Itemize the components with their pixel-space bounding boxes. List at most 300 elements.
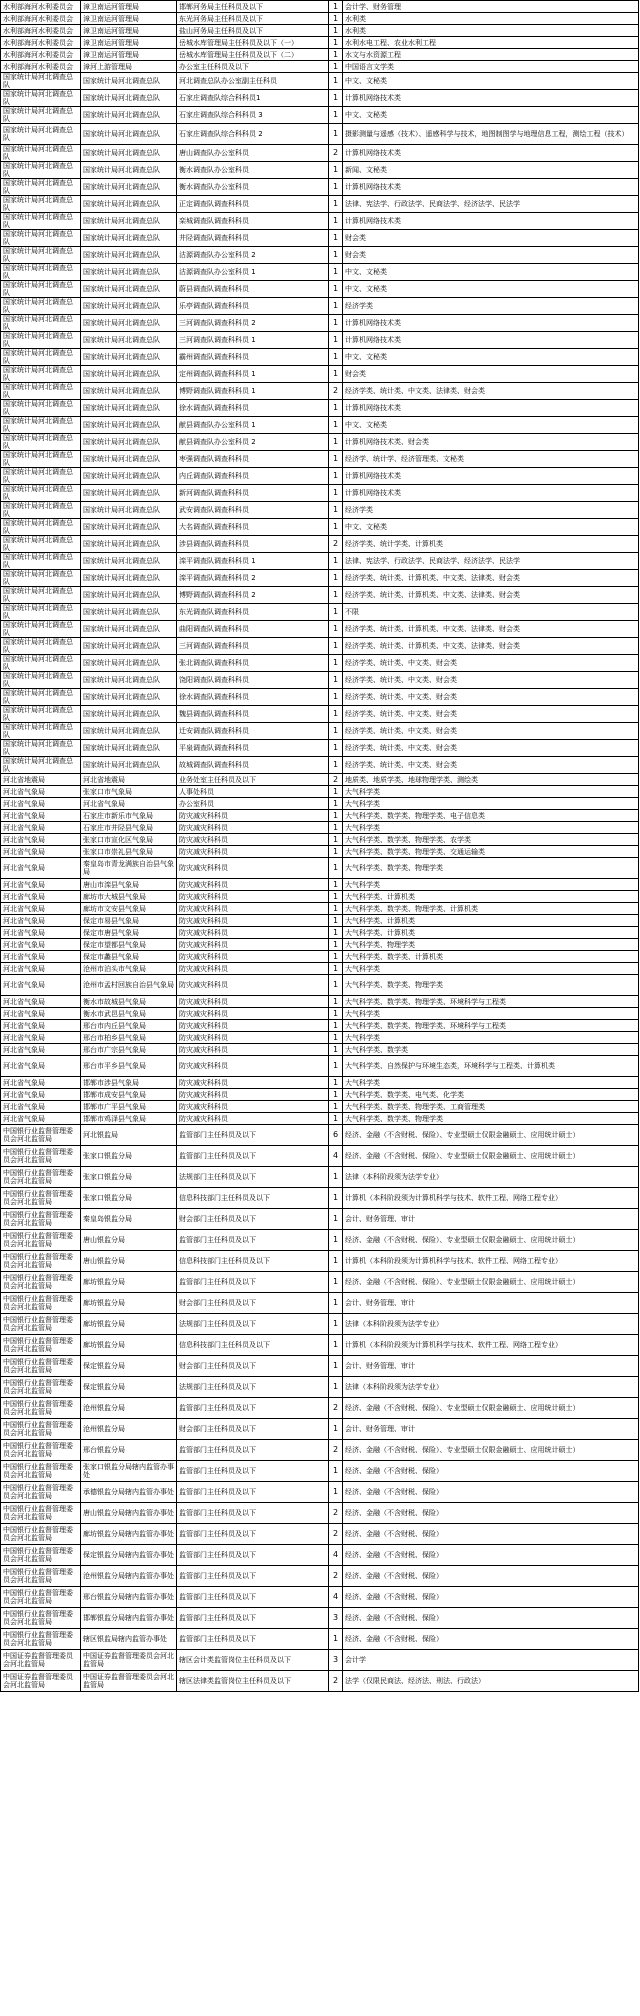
count-cell: 2 <box>329 536 343 553</box>
count-cell: 1 <box>329 1461 343 1482</box>
dept-cell: 中国银行业监督管理委员会河北监管局 <box>1 1377 81 1398</box>
major-cell: 大气科学类 <box>343 798 639 810</box>
position-cell: 岳城水库管理局主任科员及以下（二） <box>177 49 329 61</box>
count-cell: 1 <box>329 247 343 264</box>
unit-cell: 张家口银监分局 <box>81 1167 177 1188</box>
position-cell: 法规部门主任科员及以下 <box>177 1314 329 1335</box>
dept-cell: 国家统计局河北调查总队 <box>1 349 81 366</box>
major-cell: 计算机网络技术类 <box>343 400 639 417</box>
major-cell: 大气科学类 <box>343 879 639 891</box>
unit-cell: 保定银监分局 <box>81 1356 177 1377</box>
unit-cell: 河北省地震局 <box>81 774 177 786</box>
table-row <box>1 434 639 451</box>
major-cell: 经济学类、统计类、计算机类、中文类、法律类、财会类 <box>343 638 639 655</box>
table-row <box>1 1314 639 1335</box>
position-cell: 迁安调查队调查科科员 <box>177 723 329 740</box>
major-cell: 经济、金融（不含财税、保险） <box>343 1524 639 1545</box>
table-row <box>1 975 639 996</box>
dept-cell: 中国银行业监督管理委员会河北监管局 <box>1 1230 81 1251</box>
position-cell: 信息科技部门主任科员及以下 <box>177 1335 329 1356</box>
count-cell: 1 <box>329 1629 343 1650</box>
count-cell: 2 <box>329 383 343 400</box>
unit-cell: 国家统计局河北调查总队 <box>81 332 177 349</box>
position-cell: 办公室主任科员及以下 <box>177 61 329 73</box>
count-cell: 1 <box>329 951 343 963</box>
major-cell: 计算机网络技术类 <box>343 485 639 502</box>
unit-cell: 漳卫南运河管理局 <box>81 25 177 37</box>
table-row <box>1 1482 639 1503</box>
count-cell: 1 <box>329 162 343 179</box>
table-row <box>1 638 639 655</box>
position-cell: 防灾减灾科科员 <box>177 891 329 903</box>
unit-cell: 国家统计局河北调查总队 <box>81 536 177 553</box>
major-cell: 经济、金融（不含财税、保险）、专业型硕士仅限金融硕士、应用统计硕士） <box>343 1398 639 1419</box>
dept-cell: 国家统计局河北调查总队 <box>1 553 81 570</box>
position-cell: 监管部门主任科员及以下 <box>177 1440 329 1461</box>
count-cell: 4 <box>329 1545 343 1566</box>
table-row <box>1 1650 639 1671</box>
count-cell: 2 <box>329 1524 343 1545</box>
unit-cell: 国家统计局河北调查总队 <box>81 298 177 315</box>
major-cell: 中国语言文学类 <box>343 61 639 73</box>
table-row <box>1 1398 639 1419</box>
count-cell: 1 <box>329 1032 343 1044</box>
unit-cell: 国家统计局河北调查总队 <box>81 107 177 124</box>
position-cell: 监管部门主任科员及以下 <box>177 1503 329 1524</box>
count-cell: 1 <box>329 570 343 587</box>
major-cell: 经济、金融（不含财税、保险） <box>343 1587 639 1608</box>
position-cell: 井陉调查队调查科科员 <box>177 230 329 247</box>
position-cell: 故城调查队调查科科员 <box>177 757 329 774</box>
table-row <box>1 1440 639 1461</box>
dept-cell: 国家统计局河北调查总队 <box>1 451 81 468</box>
major-cell: 经济、金融（不含财税、保险）、专业型硕士仅限金融硕士、应用统计硕士） <box>343 1146 639 1167</box>
major-cell: 经济学类、统计类、计算机类、中文类、法律类、财会类 <box>343 621 639 638</box>
count-cell: 2 <box>329 1671 343 1692</box>
major-cell: 计算机（本科阶段须为计算机科学与技术、软件工程、网络工程专业） <box>343 1188 639 1209</box>
position-cell: 监管部门主任科员及以下 <box>177 1545 329 1566</box>
count-cell: 1 <box>329 963 343 975</box>
unit-cell: 廊坊市文安县气象局 <box>81 903 177 915</box>
count-cell: 1 <box>329 124 343 145</box>
position-cell: 辖区法律类监管岗位主任科员及以下 <box>177 1671 329 1692</box>
count-cell: 1 <box>329 349 343 366</box>
unit-cell: 邢台市柏乡县气象局 <box>81 1032 177 1044</box>
position-cell: 饶阳调查队调查科科员 <box>177 672 329 689</box>
count-cell: 1 <box>329 1356 343 1377</box>
unit-cell: 国家统计局河北调查总队 <box>81 587 177 604</box>
count-cell: 1 <box>329 553 343 570</box>
position-cell: 防灾减灾科科员 <box>177 996 329 1008</box>
table-row <box>1 230 639 247</box>
count-cell: 1 <box>329 366 343 383</box>
count-cell: 2 <box>329 1440 343 1461</box>
unit-cell: 国家统计局河北调查总队 <box>81 672 177 689</box>
dept-cell: 国家统计局河北调查总队 <box>1 298 81 315</box>
position-cell: 防灾减灾科科员 <box>177 1089 329 1101</box>
table-row <box>1 1113 639 1125</box>
dept-cell: 河北省气象局 <box>1 834 81 846</box>
table-row <box>1 1671 639 1692</box>
position-cell: 涉县调查队调查科科员 <box>177 536 329 553</box>
table-row <box>1 1545 639 1566</box>
count-cell: 1 <box>329 939 343 951</box>
table-body <box>1 1 639 1692</box>
position-cell: 三河调查队调查科科员 1 <box>177 332 329 349</box>
position-cell: 大名调查队调查科科员 <box>177 519 329 536</box>
table-row <box>1 162 639 179</box>
unit-cell: 邯郸市涉县气象局 <box>81 1077 177 1089</box>
dept-cell: 中国银行业监督管理委员会河北监管局 <box>1 1440 81 1461</box>
unit-cell: 国家统计局河北调查总队 <box>81 230 177 247</box>
position-cell: 防灾减灾科科员 <box>177 1008 329 1020</box>
unit-cell: 国家统计局河北调查总队 <box>81 706 177 723</box>
position-cell: 防灾减灾科科员 <box>177 939 329 951</box>
unit-cell: 中国证券监督管理委员会河北监管局 <box>81 1650 177 1671</box>
table-row <box>1 740 639 757</box>
position-cell: 献县调查队办公室科员 1 <box>177 417 329 434</box>
dept-cell: 中国银行业监督管理委员会河北监管局 <box>1 1314 81 1335</box>
count-cell: 1 <box>329 417 343 434</box>
dept-cell: 国家统计局河北调查总队 <box>1 281 81 298</box>
unit-cell: 国家统计局河北调查总队 <box>81 179 177 196</box>
unit-cell: 邢台市广宗县气象局 <box>81 1044 177 1056</box>
dept-cell: 国家统计局河北调查总队 <box>1 213 81 230</box>
dept-cell: 国家统计局河北调查总队 <box>1 247 81 264</box>
table-row <box>1 951 639 963</box>
position-cell: 东光调查队调查科科员 <box>177 604 329 621</box>
unit-cell: 国家统计局河北调查总队 <box>81 145 177 162</box>
major-cell: 经济、金融（不含财税、保险）、专业型硕士仅限金融硕士、应用统计硕士） <box>343 1230 639 1251</box>
dept-cell: 中国证券监督管理委员会河北监管局 <box>1 1671 81 1692</box>
count-cell: 1 <box>329 1335 343 1356</box>
major-cell: 计算机网络技术类 <box>343 468 639 485</box>
table-row <box>1 400 639 417</box>
unit-cell: 衡水市故城县气象局 <box>81 996 177 1008</box>
unit-cell: 漳卫南运河管理局 <box>81 1 177 13</box>
position-cell: 东光河务局主任科员及以下 <box>177 13 329 25</box>
major-cell: 法律（本科阶段须为法学专业） <box>343 1314 639 1335</box>
unit-cell: 国家统计局河北调查总队 <box>81 349 177 366</box>
position-cell: 防灾减灾科科员 <box>177 963 329 975</box>
major-cell: 计算机（本科阶段须为计算机科学与技术、软件工程、网络工程专业） <box>343 1335 639 1356</box>
position-cell: 防灾减灾科科员 <box>177 903 329 915</box>
count-cell: 1 <box>329 332 343 349</box>
major-cell: 大气科学类、数学类、物理学类、计算机类 <box>343 903 639 915</box>
count-cell: 1 <box>329 1188 343 1209</box>
dept-cell: 河北省气象局 <box>1 822 81 834</box>
count-cell: 1 <box>329 996 343 1008</box>
unit-cell: 国家统计局河北调查总队 <box>81 264 177 281</box>
position-cell: 三河调查队调查科科员 <box>177 638 329 655</box>
table-row <box>1 786 639 798</box>
position-cell: 监管部门主任科员及以下 <box>177 1146 329 1167</box>
position-cell: 霸州调查队调查科科员 <box>177 349 329 366</box>
position-cell: 栾城调查队调查科科员 <box>177 213 329 230</box>
unit-cell: 沧州银监分局 <box>81 1398 177 1419</box>
table-row <box>1 332 639 349</box>
count-cell: 4 <box>329 1146 343 1167</box>
unit-cell: 国家统计局河北调查总队 <box>81 570 177 587</box>
major-cell: 大气科学类、计算机类 <box>343 915 639 927</box>
position-cell: 三河调查队调查科科员 2 <box>177 315 329 332</box>
major-cell: 财会类 <box>343 366 639 383</box>
dept-cell: 河北省气象局 <box>1 846 81 858</box>
unit-cell: 漳卫南运河管理局 <box>81 13 177 25</box>
position-cell: 衡水调查队办公室科员 <box>177 179 329 196</box>
unit-cell: 张家口银监分局辖内监管办事处 <box>81 1461 177 1482</box>
position-cell: 监管部门主任科员及以下 <box>177 1566 329 1587</box>
major-cell: 经济、金融（不含财税、保险） <box>343 1482 639 1503</box>
table-row <box>1 1587 639 1608</box>
count-cell: 2 <box>329 145 343 162</box>
unit-cell: 廊坊银监分局 <box>81 1314 177 1335</box>
position-cell: 防灾减灾科科员 <box>177 951 329 963</box>
position-cell: 监管部门主任科员及以下 <box>177 1272 329 1293</box>
dept-cell: 水利部海河水利委员会 <box>1 49 81 61</box>
count-cell: 1 <box>329 1044 343 1056</box>
major-cell: 大气科学类、数学类、电气类、化学类 <box>343 1089 639 1101</box>
major-cell: 会计、财务管理、审计 <box>343 1356 639 1377</box>
unit-cell: 国家统计局河北调查总队 <box>81 90 177 107</box>
dept-cell: 国家统计局河北调查总队 <box>1 604 81 621</box>
major-cell: 大气科学类、数学类、计算机类 <box>343 951 639 963</box>
position-cell: 定州调查队调查科科员 1 <box>177 366 329 383</box>
unit-cell: 国家统计局河北调查总队 <box>81 740 177 757</box>
position-cell: 石家庄调查队综合科科员 2 <box>177 124 329 145</box>
major-cell: 经济学类、统计类、中文类、财会类 <box>343 723 639 740</box>
table-row <box>1 879 639 891</box>
dept-cell: 中国银行业监督管理委员会河北监管局 <box>1 1209 81 1230</box>
dept-cell: 中国银行业监督管理委员会河北监管局 <box>1 1251 81 1272</box>
count-cell: 1 <box>329 891 343 903</box>
dept-cell: 河北省气象局 <box>1 903 81 915</box>
dept-cell: 中国银行业监督管理委员会河北监管局 <box>1 1566 81 1587</box>
position-cell: 徐水调查队调查科科员 <box>177 400 329 417</box>
count-cell: 1 <box>329 1 343 13</box>
major-cell: 大气科学类、数学类、物理学类、环境科学与工程类 <box>343 1020 639 1032</box>
table-row <box>1 1629 639 1650</box>
major-cell: 经济、金融（不含财税、保险） <box>343 1545 639 1566</box>
position-cell: 献县调查队办公室科员 2 <box>177 434 329 451</box>
dept-cell: 国家统计局河北调查总队 <box>1 740 81 757</box>
unit-cell: 国家统计局河北调查总队 <box>81 655 177 672</box>
major-cell: 中文、文秘类 <box>343 349 639 366</box>
major-cell: 经济学类、统计类、计算机类、中文类、法律类、财会类 <box>343 587 639 604</box>
dept-cell: 河北省气象局 <box>1 1008 81 1020</box>
dept-cell: 河北省气象局 <box>1 1056 81 1077</box>
unit-cell: 国家统计局河北调查总队 <box>81 485 177 502</box>
major-cell: 大气科学类、计算机类 <box>343 891 639 903</box>
position-cell: 监管部门主任科员及以下 <box>177 1230 329 1251</box>
major-cell: 经济、金融（不含财税、保险） <box>343 1608 639 1629</box>
count-cell: 1 <box>329 740 343 757</box>
table-row <box>1 1356 639 1377</box>
position-cell: 徐水调查队调查科科员 <box>177 689 329 706</box>
table-row <box>1 502 639 519</box>
count-cell: 1 <box>329 798 343 810</box>
unit-cell: 沧州市泊头市气象局 <box>81 963 177 975</box>
table-row <box>1 723 639 740</box>
count-cell: 2 <box>329 774 343 786</box>
table-row <box>1 417 639 434</box>
unit-cell: 廊坊银监分局 <box>81 1293 177 1314</box>
major-cell: 大气科学类、数学类、物理学类、农学类 <box>343 834 639 846</box>
unit-cell: 国家统计局河北调查总队 <box>81 73 177 90</box>
dept-cell: 国家统计局河北调查总队 <box>1 162 81 179</box>
table-row <box>1 349 639 366</box>
dept-cell: 河北省气象局 <box>1 951 81 963</box>
unit-cell: 廊坊市大城县气象局 <box>81 891 177 903</box>
count-cell: 1 <box>329 810 343 822</box>
dept-cell: 国家统计局河北调查总队 <box>1 519 81 536</box>
dept-cell: 河北省气象局 <box>1 915 81 927</box>
dept-cell: 水利部海河水利委员会 <box>1 61 81 73</box>
unit-cell: 邢台市平乡县气象局 <box>81 1056 177 1077</box>
position-cell: 监管部门主任科员及以下 <box>177 1524 329 1545</box>
dept-cell: 水利部海河水利委员会 <box>1 25 81 37</box>
table-row <box>1 927 639 939</box>
count-cell: 1 <box>329 230 343 247</box>
unit-cell: 国家统计局河北调查总队 <box>81 196 177 213</box>
position-cell: 防灾减灾科科员 <box>177 975 329 996</box>
unit-cell: 国家统计局河北调查总队 <box>81 366 177 383</box>
table-row <box>1 61 639 73</box>
table-row <box>1 798 639 810</box>
major-cell: 中文、文秘类 <box>343 107 639 124</box>
dept-cell: 中国银行业监督管理委员会河北监管局 <box>1 1125 81 1146</box>
count-cell: 1 <box>329 1377 343 1398</box>
table-row <box>1 903 639 915</box>
major-cell: 大气科学类、数学类、物理学类 <box>343 858 639 879</box>
count-cell: 1 <box>329 107 343 124</box>
major-cell: 经济学类、统计类、计算机类、中文类、法律类、财会类 <box>343 570 639 587</box>
unit-cell: 国家统计局河北调查总队 <box>81 213 177 230</box>
unit-cell: 秦皇岛市青龙满族自治县气象局 <box>81 858 177 879</box>
position-cell: 监管部门主任科员及以下 <box>177 1125 329 1146</box>
position-cell: 财会部门主任科员及以下 <box>177 1209 329 1230</box>
dept-cell: 河北省气象局 <box>1 1032 81 1044</box>
unit-cell: 国家统计局河北调查总队 <box>81 281 177 298</box>
table-row <box>1 145 639 162</box>
unit-cell: 国家统计局河北调查总队 <box>81 638 177 655</box>
table-row <box>1 25 639 37</box>
major-cell: 经济、金融（不含财税、保险） <box>343 1566 639 1587</box>
dept-cell: 河北省气象局 <box>1 810 81 822</box>
position-cell: 唐山调查队办公室科员 <box>177 145 329 162</box>
table-row <box>1 1020 639 1032</box>
major-cell: 经济学类、统计类、中文类、财会类 <box>343 740 639 757</box>
major-cell: 中文、文秘类 <box>343 73 639 90</box>
major-cell: 会计、财务管理、审计 <box>343 1293 639 1314</box>
position-cell: 业务处室主任科员及以下 <box>177 774 329 786</box>
table-row <box>1 1044 639 1056</box>
table-row <box>1 1146 639 1167</box>
dept-cell: 国家统计局河北调查总队 <box>1 332 81 349</box>
table-row <box>1 107 639 124</box>
position-cell: 衡水调查队办公室科员 <box>177 162 329 179</box>
dept-cell: 中国银行业监督管理委员会河北监管局 <box>1 1335 81 1356</box>
table-row <box>1 891 639 903</box>
unit-cell: 河北银监局 <box>81 1125 177 1146</box>
count-cell: 1 <box>329 179 343 196</box>
unit-cell: 保定市易县气象局 <box>81 915 177 927</box>
dept-cell: 河北省气象局 <box>1 1089 81 1101</box>
dept-cell: 中国银行业监督管理委员会河北监管局 <box>1 1545 81 1566</box>
major-cell: 经济学类 <box>343 298 639 315</box>
dept-cell: 中国银行业监督管理委员会河北监管局 <box>1 1272 81 1293</box>
table-row <box>1 536 639 553</box>
major-cell: 中文、文秘类 <box>343 264 639 281</box>
count-cell: 1 <box>329 1272 343 1293</box>
table-row <box>1 996 639 1008</box>
table-row <box>1 689 639 706</box>
count-cell: 2 <box>329 1566 343 1587</box>
major-cell: 法学（仅限民商法、经济法、刑法、行政法） <box>343 1671 639 1692</box>
unit-cell: 唐山银监分局 <box>81 1230 177 1251</box>
table-row <box>1 1461 639 1482</box>
position-cell: 财会部门主任科员及以下 <box>177 1293 329 1314</box>
major-cell: 水利水电工程、农业水利工程 <box>343 37 639 49</box>
dept-cell: 中国银行业监督管理委员会河北监管局 <box>1 1524 81 1545</box>
dept-cell: 国家统计局河北调查总队 <box>1 485 81 502</box>
count-cell: 1 <box>329 1251 343 1272</box>
table-row <box>1 858 639 879</box>
unit-cell: 张家口市气象局 <box>81 786 177 798</box>
unit-cell: 保定市蠡县气象局 <box>81 951 177 963</box>
table-row <box>1 366 639 383</box>
dept-cell: 河北省气象局 <box>1 996 81 1008</box>
major-cell: 大气科学类、物理学类 <box>343 939 639 951</box>
dept-cell: 河北省气象局 <box>1 1044 81 1056</box>
position-cell: 平泉调查队调查科科员 <box>177 740 329 757</box>
table-row <box>1 73 639 90</box>
count-cell: 1 <box>329 1209 343 1230</box>
dept-cell: 河北省地震局 <box>1 774 81 786</box>
dept-cell: 国家统计局河北调查总队 <box>1 179 81 196</box>
count-cell: 1 <box>329 213 343 230</box>
dept-cell: 河北省气象局 <box>1 786 81 798</box>
count-cell: 1 <box>329 655 343 672</box>
table-row <box>1 1167 639 1188</box>
unit-cell: 邯郸市鸡泽县气象局 <box>81 1113 177 1125</box>
position-cell: 监管部门主任科员及以下 <box>177 1587 329 1608</box>
dept-cell: 河北省气象局 <box>1 1020 81 1032</box>
count-cell: 1 <box>329 1314 343 1335</box>
table-row <box>1 519 639 536</box>
table-row <box>1 247 639 264</box>
dept-cell: 国家统计局河北调查总队 <box>1 570 81 587</box>
dept-cell: 中国银行业监督管理委员会河北监管局 <box>1 1587 81 1608</box>
unit-cell: 承德银监分局辖内监管办事处 <box>81 1482 177 1503</box>
count-cell: 1 <box>329 1101 343 1113</box>
table-row <box>1 963 639 975</box>
major-cell: 经济学类、统计学类、计算机类 <box>343 536 639 553</box>
position-cell: 信息科技部门主任科员及以下 <box>177 1251 329 1272</box>
major-cell: 计算机网络技术类、财会类 <box>343 434 639 451</box>
position-cell: 监管部门主任科员及以下 <box>177 1482 329 1503</box>
position-cell: 办公室科员 <box>177 798 329 810</box>
dept-cell: 中国银行业监督管理委员会河北监管局 <box>1 1482 81 1503</box>
unit-cell: 中国证券监督管理委员会河北监管局 <box>81 1671 177 1692</box>
unit-cell: 国家统计局河北调查总队 <box>81 757 177 774</box>
dept-cell: 中国银行业监督管理委员会河北监管局 <box>1 1167 81 1188</box>
unit-cell: 国家统计局河北调查总队 <box>81 383 177 400</box>
count-cell: 1 <box>329 1113 343 1125</box>
table-row <box>1 1377 639 1398</box>
position-cell: 防灾减灾科科员 <box>177 1101 329 1113</box>
dept-cell: 河北省气象局 <box>1 879 81 891</box>
